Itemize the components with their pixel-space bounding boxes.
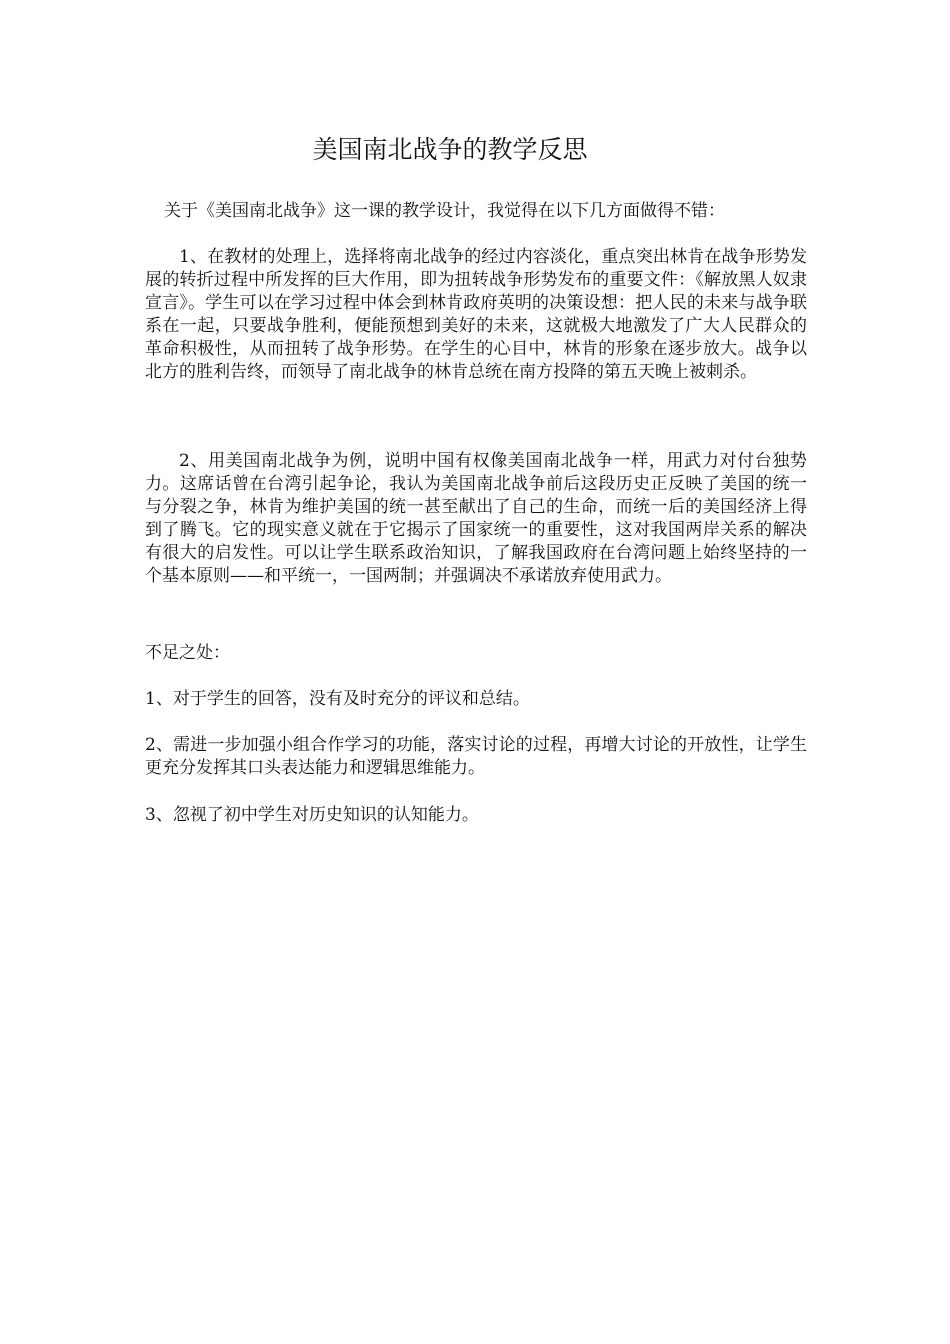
shortcoming-item-1: 1、对于学生的回答，没有及时充分的评议和总结。 (145, 689, 530, 709)
strength-point-1: 1、在教材的处理上，选择将南北战争的经过内容淡化，重点突出林肯在战争形势发展的转折过程中所发挥的巨大作用，即为扭转战争形势发布的重要文件：《解放黑人奴隶宣言》。学生可以在学习过程中体会到林肯政府英明的决策设想：把人民的未来与战争联系在一起，只要战争胜利，便能预想到美好的未来，这就极大地激发了广大人民群众的革命积极性，从而扭转了战争形势。在学生的心目中，林肯的形象在逐步放大。战争以北方的胜利告终，而领导了南北战争的林肯总统在南方投降的第五天晚上被刺杀。 (145, 247, 807, 382)
strength-point-2: 2、用美国南北战争为例，说明中国有权像美国南北战争一样，用武力对付台独势力。这席话曾在台湾引起争论，我认为美国南北战争前后这段历史正反映了美国的统一与分裂之争，林肯为维护美国的统一甚至献出了自己的生命，而统一后的美国经济上得到了腾飞。它的现实意义就在于它揭示了国家统一的重要性，这对我国两岸关系的解决有很大的启发性。可以让学生联系政治知识，了解我国政府在台湾问题上始终坚持的一个基本原则——和平统一，一国两制；并强调决不承诺放弃使用武力。 (145, 451, 807, 586)
shortcoming-item-3: 3、忽视了初中学生对历史知识的认知能力。 (145, 805, 479, 825)
document-title: 美国南北战争的教学反思 (312, 135, 588, 164)
shortcoming-item-2: 2、需进一步加强小组合作学习的功能，落实讨论的过程，再增大讨论的开放性，让学生更充分发挥其口头表达能力和逻辑思维能力。 (145, 735, 807, 778)
shortcomings-heading: 不足之处： (145, 643, 230, 663)
intro-paragraph: 关于《美国南北战争》这一课的教学设计，我觉得在以下几方面做得不错： (164, 201, 725, 221)
